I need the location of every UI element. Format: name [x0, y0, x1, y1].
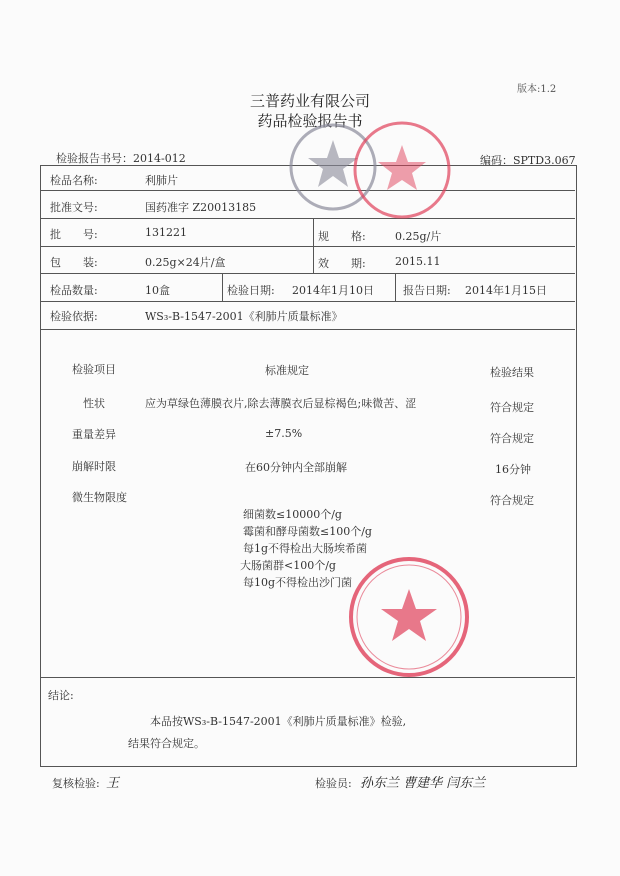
- test-item: 微生物限度: [72, 491, 127, 504]
- expiry: 2015.11: [395, 255, 441, 268]
- company-name: 三普药业有限公司: [249, 92, 370, 110]
- report-date: 2014年1月15日: [465, 284, 547, 297]
- col-header-standard: 标准规定: [265, 364, 309, 377]
- red-seal-stamp-bottom: [347, 555, 472, 680]
- test-standard: 应为草绿色薄膜衣片,除去薄膜衣后显棕褐色;味微苦、涩: [145, 397, 417, 410]
- micro-limit: 大肠菌群<100个/g: [240, 559, 336, 572]
- inspector-signatures: 孙东兰 曹建华 闫东兰: [360, 776, 486, 791]
- conclusion-text: 结果符合规定。: [128, 737, 205, 750]
- batch-label: 批 号:: [50, 228, 98, 241]
- product-name: 利肺片: [145, 174, 178, 187]
- approval-number: 国药准字 Z20013185: [145, 201, 257, 214]
- basis-label: 检验依据:: [50, 310, 98, 323]
- expiry-label: 效 期:: [318, 257, 366, 270]
- batch-number: 131221: [145, 226, 187, 239]
- micro-limit: 每1g不得检出大肠埃希菌: [243, 542, 368, 555]
- test-result: 符合规定: [490, 401, 534, 414]
- test-item: 崩解时限: [72, 460, 116, 473]
- col-header-result: 检验结果: [490, 366, 534, 379]
- test-result: 符合规定: [490, 432, 534, 445]
- package-label: 包 装:: [50, 256, 98, 269]
- micro-limit: 细菌数≤10000个/g: [243, 508, 342, 521]
- test-date-label: 检验日期:: [227, 284, 275, 297]
- test-standard: 在60分钟内全部崩解: [245, 461, 347, 474]
- package: 0.25g×24片/盒: [145, 256, 226, 269]
- product-name-label: 检品名称:: [50, 174, 98, 187]
- test-item: 重量差异: [72, 428, 116, 441]
- col-header-item: 检验项目: [72, 363, 116, 376]
- quantity-label: 检品数量:: [50, 284, 98, 297]
- report-date-label: 报告日期:: [403, 284, 451, 297]
- basis: WS₃-B-1547-2001《利肺片质量标准》: [145, 310, 343, 323]
- red-seal-stamp-top: [352, 120, 452, 220]
- test-result: 符合规定: [490, 494, 534, 507]
- report-number: 检验报告书号：2014-012: [56, 152, 186, 165]
- document-code: 编码：SPTD3.067: [480, 154, 576, 167]
- spec: 0.25g/片: [395, 230, 442, 243]
- micro-limit: 霉菌和酵母菌数≤100个/g: [243, 525, 372, 538]
- document-title: 药品检验报告书: [257, 112, 363, 130]
- reviewer-signature: 王: [106, 776, 120, 791]
- conclusion-label: 结论:: [48, 689, 74, 702]
- approval-label: 批准文号:: [50, 201, 98, 214]
- test-result: 16分钟: [495, 463, 531, 476]
- micro-limit: 每10g不得检出沙门菌: [243, 576, 353, 589]
- test-item: 性状: [83, 397, 105, 410]
- spec-label: 规 格:: [318, 230, 366, 243]
- version: 版本:1.2: [517, 84, 557, 95]
- test-date: 2014年1月10日: [292, 284, 374, 297]
- quantity: 10盒: [145, 284, 170, 297]
- conclusion-text: 本品按WS₃-B-1547-2001《利肺片质量标准》检验,: [150, 715, 407, 728]
- inspector-label: 检验员:: [315, 777, 352, 790]
- test-standard: ±7.5%: [265, 427, 303, 440]
- reviewer-label: 复核检验:: [52, 777, 100, 790]
